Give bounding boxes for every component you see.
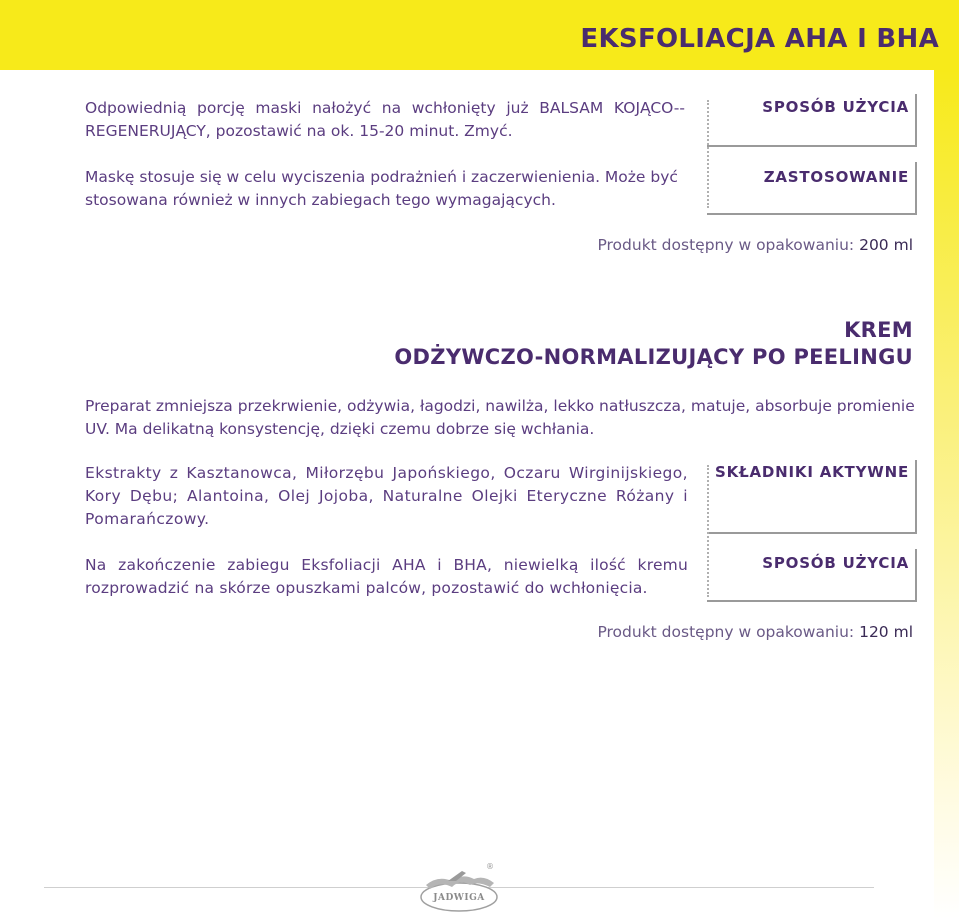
- availability-prefix: Produkt dostępny w opakowaniu:: [597, 236, 860, 254]
- availability-amount: 200 ml: [859, 236, 913, 254]
- usage2-label: SPOSÓB UŻYCIA: [707, 549, 917, 602]
- product-description: Preparat zmniejsza przekrwienie, odżywia, łagodzi, nawilża, lekko natłuszcza, matuje, absorbuje promienie UV. Ma delikatną konsystencję, dzięki czemu dobrze się wchłania.: [85, 397, 915, 438]
- dotted-separator-2: [707, 465, 709, 597]
- availability-amount-2: 120 ml: [859, 623, 913, 641]
- yellow-side-strip: [934, 70, 959, 919]
- ingredients-label: SKŁADNIKI AKTYWNE: [707, 460, 917, 534]
- application-label: ZASTOSOWANIE: [707, 162, 917, 215]
- product-title: [394, 317, 913, 371]
- usage-label: SPOSÓB UŻYCIA: [707, 94, 917, 147]
- application-text: Maskę stosuje się w celu wyciszenia podrażnień i zaczerwienienia. Może być stosowana również w innych zabiegach tego wymagających.: [85, 168, 678, 209]
- product-title-line2: ODŻYWCZO-NORMALIZUJĄCY PO PEELINGU: [394, 345, 913, 369]
- brand-name: JADWIGA: [433, 893, 485, 903]
- product-title-line1: KREM: [844, 318, 913, 342]
- swimmer-icon: [418, 867, 500, 915]
- dotted-separator: [707, 100, 709, 208]
- brand-logo: [418, 867, 500, 915]
- availability-120: [597, 623, 913, 641]
- page-title: EKSFOLIACJA AHA I BHA: [580, 24, 939, 54]
- availability-200: [597, 236, 913, 254]
- availability-prefix-2: Produkt dostępny w opakowaniu:: [597, 623, 860, 641]
- registered-mark: ®: [486, 862, 494, 871]
- usage2-text: Na zakończenie zabiegu Eksfoliacji AHA i BHA, niewielką ilość kremu rozprowadzić na skórze opuszkami palców, pozostawić do wchłonięcia.: [85, 556, 688, 597]
- usage-text: Odpowiednią porcję maski nałożyć na wchłonięty już BALSAM KOJĄCO--REGENERUJĄCY, pozostawić na ok. 15-20 minut. Zmyć.: [85, 99, 685, 140]
- ingredients-text: Ekstrakty z Kasztanowca, Miłorzębu Japońskiego, Oczaru Wirginijskiego, Kory Dębu; Alantoina, Olej Jojoba, Naturalne Olejki Eteryczne Różany i Pomarańczowy.: [85, 464, 688, 528]
